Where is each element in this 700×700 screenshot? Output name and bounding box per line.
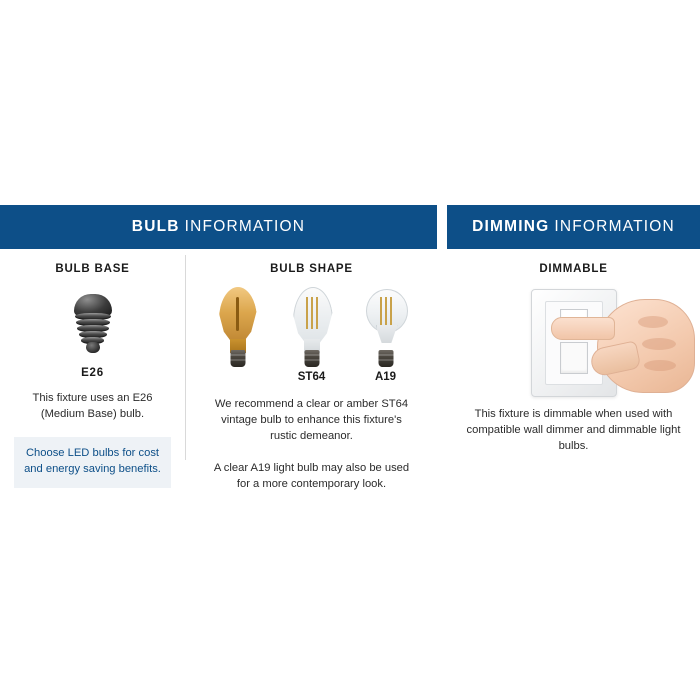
bulb-shape-labels: [186, 371, 437, 383]
bulb-panel-body: [0, 249, 437, 500]
bulb-base-title: BULB BASE: [55, 263, 130, 275]
bulb-shape-label-0: [212, 371, 264, 383]
dimming-header-light: INFORMATION: [554, 218, 675, 235]
bulb-information-header: [0, 205, 437, 249]
bulb-base-icon: [0, 281, 185, 367]
panel-gap: [437, 205, 447, 500]
dimming-information-header: [447, 205, 700, 249]
wall-dimmer-switch-icon: [447, 283, 700, 403]
dimmable-caption: This fixture is dimmable when used with compatible wall dimmer and dimmable light bulbs.: [466, 408, 681, 452]
bulb-header-light: INFORMATION: [184, 218, 306, 235]
panels-container: [0, 205, 700, 500]
bulb-information-panel: [0, 205, 437, 500]
dimming-information-panel: [447, 205, 700, 500]
bulb-base-column: [0, 249, 185, 500]
bulb-shape-caption-2: A clear A19 light bulb may also be used for a more contemporary look.: [213, 461, 410, 490]
bulb-shape-label-2: A19: [374, 371, 397, 383]
st64-clear-bulb-icon: [286, 281, 338, 367]
dimmable-title: DIMMABLE: [539, 263, 608, 275]
dimming-header-bold: DIMMING: [472, 218, 550, 235]
bulb-shape-caption-1: We recommend a clear or amber ST64 vintage bulb to enhance this fixture's rustic demeanor.: [214, 398, 409, 442]
bulb-base-label: E26: [81, 367, 104, 379]
dimming-panel-body: [447, 249, 700, 500]
hand-icon: [575, 293, 695, 403]
bulb-base-caption: This fixture uses an E26 (Medium Base) bulb.: [32, 392, 153, 420]
bulb-shape-title: BULB SHAPE: [270, 263, 353, 275]
bulb-shape-icons: [186, 281, 437, 367]
led-tip-box: Choose LED bulbs for cost and energy saving benefits.: [14, 437, 171, 488]
bulb-shape-label-1: ST64: [297, 371, 326, 383]
bulb-header-bold: BULB: [131, 218, 180, 235]
a19-bulb-icon: [360, 281, 412, 367]
st64-amber-bulb-icon: [212, 281, 264, 367]
bulb-shape-column: [186, 249, 437, 500]
